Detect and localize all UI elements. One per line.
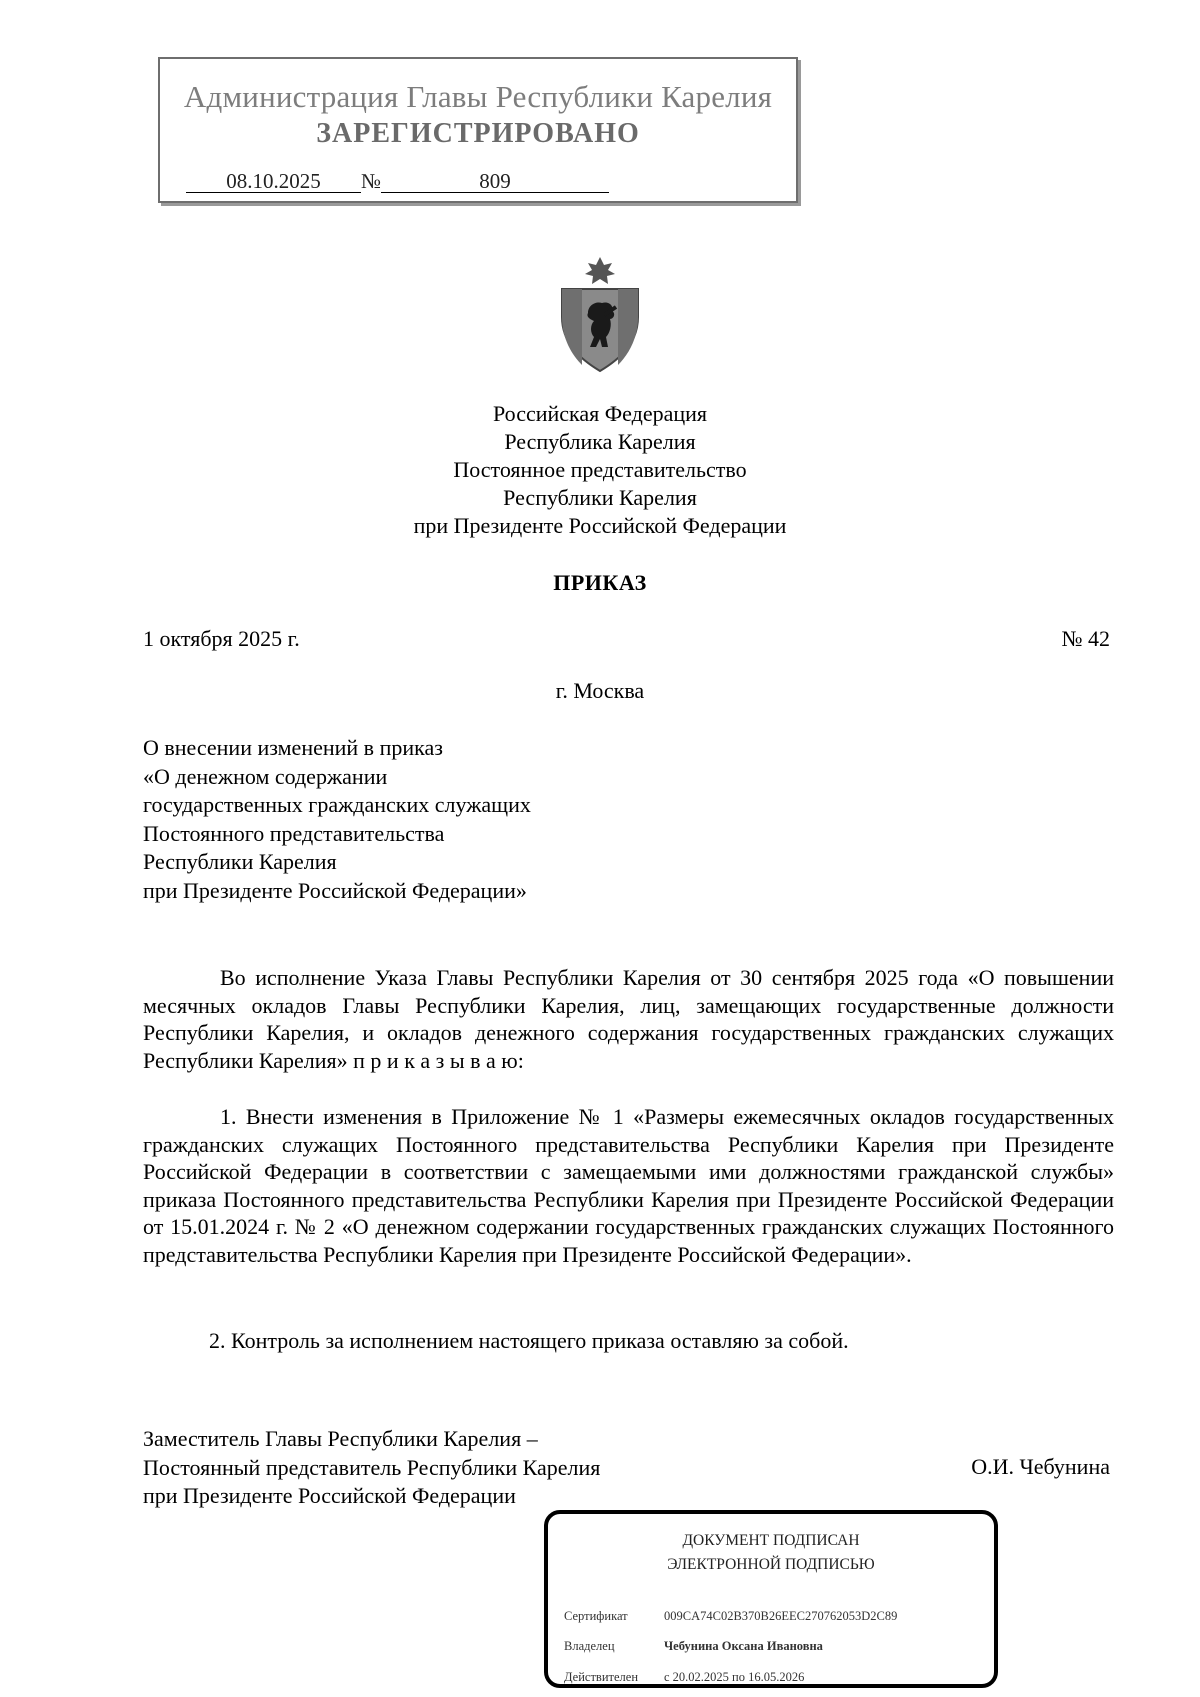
esig-title [548,1529,994,1577]
order-number: № 42 [1061,626,1110,651]
registration-status: ЗАРЕГИСТРИРОВАНО [316,118,640,149]
header-line: Постоянное представительство [453,457,747,482]
signer-position [143,1425,600,1511]
item-2-paragraph: 2. Контроль за исполнением настоящего приказа оставляю за собой. [209,1328,849,1353]
signer-name: О.И. Чебунина [971,1454,1110,1479]
esig-validity-value: с 20.02.2025 по 16.05.2026 [664,1670,805,1684]
subject-line: «О денежном содержании [143,763,388,789]
registration-date: 08.10.2025 [186,170,361,193]
esig-owner [564,1639,823,1654]
registration-organization: Администрация Главы Республики Карелия [183,79,773,114]
order-subject [143,734,531,905]
subject-line: О внесении изменений в приказ [143,735,443,760]
registration-number: 809 [381,170,609,193]
esig-title-line: ДОКУМЕНТ ПОДПИСАН [682,1532,860,1549]
body-item-1 [143,1103,1114,1268]
signer-position-line: Заместитель Главы Республики Карелия – [143,1426,538,1451]
subject-line: при Президенте Российской Федерации» [143,877,527,903]
document-title: ПРИКАЗ [553,570,647,595]
registration-number-sign: № [361,169,382,193]
header-line: при Президенте Российской Федерации [413,513,787,538]
registration-details [186,169,609,194]
esig-title-line: ЭЛЕКТРОННОЙ ПОДПИСЬЮ [667,1556,875,1573]
body-intro [143,964,1114,1074]
subject-line: государственных гражданских служащих [143,792,531,817]
karelia-coat-of-arms-icon [552,255,648,375]
header-line: Республики Карелия [503,485,697,510]
signer-position-line: Постоянный представитель Республики Карелия [143,1454,601,1480]
esig-certificate-value: 009CA74C02B370B26EEC270762053D2C89 [664,1609,898,1623]
esig-validity [564,1670,804,1685]
signer-position-line: при Президенте Российской Федерации [143,1483,516,1508]
esig-certificate [564,1609,897,1624]
issuer-header [0,400,1200,540]
body-item-2 [143,1327,1114,1355]
registration-stamp [158,57,798,203]
subject-line: Республики Карелия [143,849,337,874]
order-city: г. Москва [555,678,645,703]
esig-validity-label: Действителен [564,1670,639,1684]
header-line: Российская Федерация [492,401,708,426]
esig-certificate-label: Сертификат [564,1609,628,1623]
electronic-signature-stamp [544,1510,998,1688]
esig-owner-value: Чебунина Оксана Ивановна [664,1639,823,1653]
esig-owner-label: Владелец [564,1639,615,1653]
item-1-paragraph: 1. Внести изменения в Приложение № 1 «Размеры ежемесячных окладов государственных гражданских служащих Постоянного представительства Республики Карелия при Президенте Российской Федерации в соответствии с замещаемыми ими должностями гражданской службы» приказа Постоянного представительства Республики Карелия при Президенте Российской Федерации от 15.01.2024 г. № 2 «О денежном содержании государственных гражданских служащих Постоянного представительства Республики Карелия при Президенте Российской Федерации». [143,1104,1114,1267]
header-line: Республика Карелия [504,429,696,454]
subject-line: Постоянного представительства [143,820,445,846]
intro-paragraph: Во исполнение Указа Главы Республики Карелия от 30 сентября 2025 года «О повышении месячных окладов Главы Республики Карелия, лиц, замещающих государственные должности Республики Карелия, и окладов денежного содержания государственных гражданских служащих Республики Карелия» п р и к а з ы в а ю: [143,965,1114,1073]
order-date: 1 октября 2025 г. [143,626,300,651]
